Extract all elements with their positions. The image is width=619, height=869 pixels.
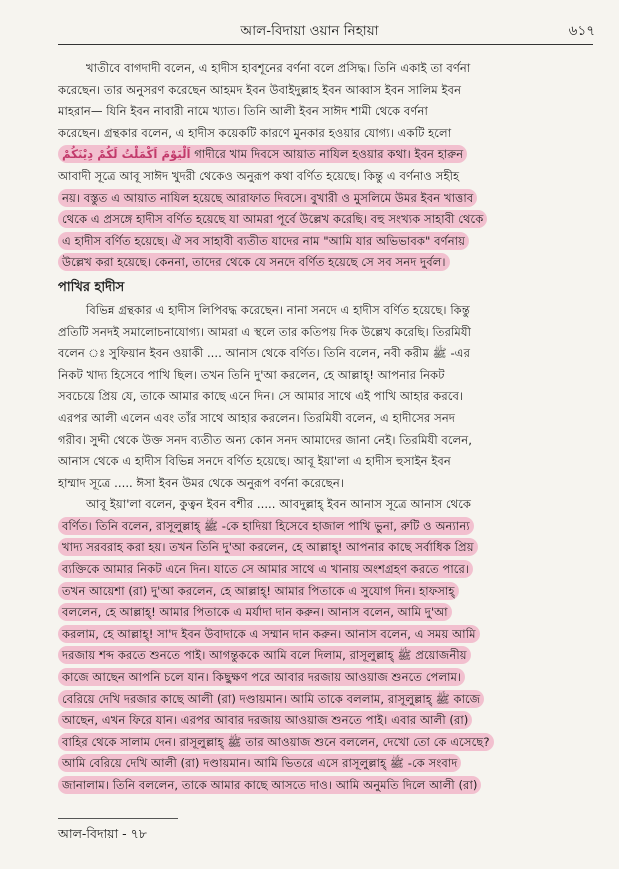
header-rule — [58, 44, 593, 45]
text-line-highlighted: নয়। বস্তুত এ আয়াত নাযিল হয়েছে আরাফাত দিবসে। বুখারী ও মুসলিমে উমর ইবন খাত্তাব — [58, 188, 598, 210]
text-line: মাহরান— যিনি ইবন নাবারী নামে খ্যাত। তিনি আলী ইবন সাঈদ শামী থেকে বর্ণনা — [58, 104, 428, 119]
text-line-highlighted: ব্যক্তিকে আমার নিকট এনে দিন। যাতে সে আমার সাথে এ খানায় অংশগ্রহণ করতে পারে। — [58, 559, 598, 581]
text-line: করেছেন। গ্রন্থকার বলেন, এ হাদীস কয়েকটি কারণে মুনকার হওয়ার যোগ্য। একটি হলো — [58, 125, 452, 140]
text-line-highlighted: আমি বেরিয়ে দেখি আলী (রা) দণ্ডায়মান। আমি ভিতরে এসে রাসূলুল্লাহ্ ﷺ -কে সংবাদ — [58, 753, 598, 775]
text-line: আনাস থেকে এ হাদীস বিভিন্ন সনদে বর্ণিত হয়েছে। আবূ ইয়া'লা এ হাদীস হুসাইন ইবন — [58, 454, 451, 469]
text-line-highlighted: দরজায় শব্দ করতে শুনতে পাই। আগন্তুককে আমি বলে দিলাম, রাসূলুল্লাহ্ ﷺ প্রয়োজনীয় — [58, 645, 598, 667]
text-line-highlighted: বাহির থেকে সালাম দেন। রাসূলুল্লাহ্ ﷺ তার আওয়াজ শুনে বললেন, দেখো তো কে এসেছে? — [58, 732, 598, 754]
text-line: বলেন ঃ সুফিয়ান ইবন ওয়াকী .... আনাস থেকে বর্ণিত। তিনি বলেন, নবী করীম ﷺ -এর — [58, 346, 471, 361]
text-line-highlighted: বেরিয়ে দেখি দরজার কাছে আলী (রা) দণ্ডায়মান। আমি তাকে বললাম, রাসূলুল্লাহ্ ﷺ কাজে — [58, 689, 598, 711]
text-line-highlighted: এ হাদীস বর্ণিত হয়েছে। ঐ সব সাহাবী ব্যতীত যাদের নাম "আমি যার অভিভাবক" বর্ণনায় — [58, 231, 598, 253]
text-line-highlighted: اَلْيَوْمَ اَكْمَلْتُ لَكُمْ دِيْنَكُمْ গাদীরে খাম দিবসে আয়াত নাযিল হওয়ার কথা। ইবন হারুন — [58, 144, 598, 166]
text-line: এরপর আলী এলেন এবং তাঁর সাথে আহার করলেন। তিরমিযী বলেন, এ হাদীসের সনদ — [58, 410, 456, 425]
text-line: আবূ ইয়া'লা বলেন, কুত্বন ইবন বশীর ..... আবদুল্লাহ্ ইবন আনাস সূত্রে আনাস থেকে — [86, 497, 472, 512]
footer-rule — [58, 818, 178, 819]
text-line-highlighted: বললেন, হে আল্লাহ্! আমার পিতাকে এ মর্যাদা দান করুন। আনাস বলেন, আমি দু'আ — [58, 602, 598, 624]
page-body — [58, 58, 598, 797]
text-line: খাতীবে বাগদাদী বলেন, এ হাদীস হাবশূনের বর্ণনা বলে প্রসিদ্ধ। তিনি একাই তা বর্ণনা — [86, 61, 471, 75]
text-line: প্রতিটি সনদই সমালোচনাযোগ্য। আমরা এ স্থলে তার কতিপয় দিক উল্লেখ করেছি। তিরমিযী — [58, 324, 471, 339]
text-line-highlighted: থেকে এ প্রসঙ্গে হাদীস বর্ণিত হয়েছে যা আমরা পূর্বে উল্লেখ করেছি। বহু সংখ্যক সাহাবী থেকে — [58, 209, 598, 231]
text-line-highlighted: জানালাম। তিনি বললেন, তাকে আমার কাছে আসতে দাও। আমি অনুমতি দিলে আলী (রা) — [58, 775, 598, 797]
text-line-highlighted: তখন আয়েশা (রা) দু'আ করলেন, হে আল্লাহ্! আমার পিতাকে এ সুযোগ দিন। হাফসাহ্ — [58, 581, 598, 603]
text-line-highlighted: কাজে আছেন আপনি চলে যান। কিছুক্ষণ পরে আবার দরজায় আওয়াজ শুনতে পেলাম। — [58, 667, 598, 689]
text-line-highlighted: আছেন, এখন ফিরে যান। এরপর আবার দরজায় আওয়াজ শুনতে পাই। এবার আলী (রা) — [58, 710, 598, 732]
text-line: নিকট খাদ্য হিসেবে পাখি ছিল। তখন তিনি দু'আ করলেন, হে আল্লাহ্! আপনার নিকট — [58, 367, 445, 382]
text-line: হাম্মাদ সূত্রে ..... ঈসা ইবন উমর থেকে অনুরূপ বর্ণনা করেছেন। — [58, 475, 344, 490]
arabic-verse: اَلْيَوْمَ اَكْمَلْتُ لَكُمْ دِيْنَكُمْ — [62, 147, 191, 162]
text-line-highlighted: বর্ণিত। তিনি বলেন, রাসূলুল্লাহ্ ﷺ -কে হাদিয়া হিসেবে হাজাল পাখি ভুনা, রুটি ও অন্যান্য — [58, 516, 598, 538]
text-line: আবাদী সূত্রে আবূ সাঈদ খুদরী থেকেও অনুরূপ কথা বর্ণিত হয়েছে। কিন্তু এ বর্ণনাও সহীহ — [58, 168, 460, 183]
text-line: করেছেন। তার অনুসরণ করেছেন আহমদ ইবন উবাইদুল্লাহ ইবন আব্বাস ইবন সালিম ইবন — [58, 82, 462, 97]
page-header — [0, 18, 619, 40]
page-footer: আল-বিদায়া - ৭৮ — [58, 826, 147, 841]
page-number: ৬১৭ — [568, 23, 595, 39]
text-line-highlighted: উল্লেখ করা হয়েছে। কেননা, তাদের থেকে যে সনদে বর্ণিত হয়েছে সে সব সনদ দুর্বল। — [58, 252, 598, 274]
book-title: আল-বিদায়া ওয়ান নিহায়া — [240, 23, 379, 39]
text-line: গরীব। সুদ্দী থেকে উক্ত সনদ ব্যতীত অন্য কোন সনদ আমাদের জানা নেই। তিরমিযী বলেন, — [58, 432, 473, 447]
text-line: সবচেয়ে প্রিয় যে, তাকে আমার কাছে এনে দিন। সে আমার সাথে এই পাখি আহার করবে। — [58, 389, 464, 404]
section-heading: পাখির হাদীস — [58, 279, 125, 295]
text-line-highlighted: করলাম, হে আল্লাহ্! সা'দ ইবন উবাদাকে এ সম্মান দান করুন। আনাস বলেন, এ সময় আমি — [58, 624, 598, 646]
text-line: বিভিন্ন গ্রন্থকার এ হাদীস লিপিবদ্ধ করেছেন। নানা সনদে এ হাদীস বর্ণিত হয়েছে। কিন্তু — [86, 302, 470, 317]
text-line-highlighted: খাদ্য সরবরাহ করা হয়। তখন তিনি দু'আ করলেন, হে আল্লাহ্! আপনার কাছে সর্বাধিক প্রিয় — [58, 537, 598, 559]
